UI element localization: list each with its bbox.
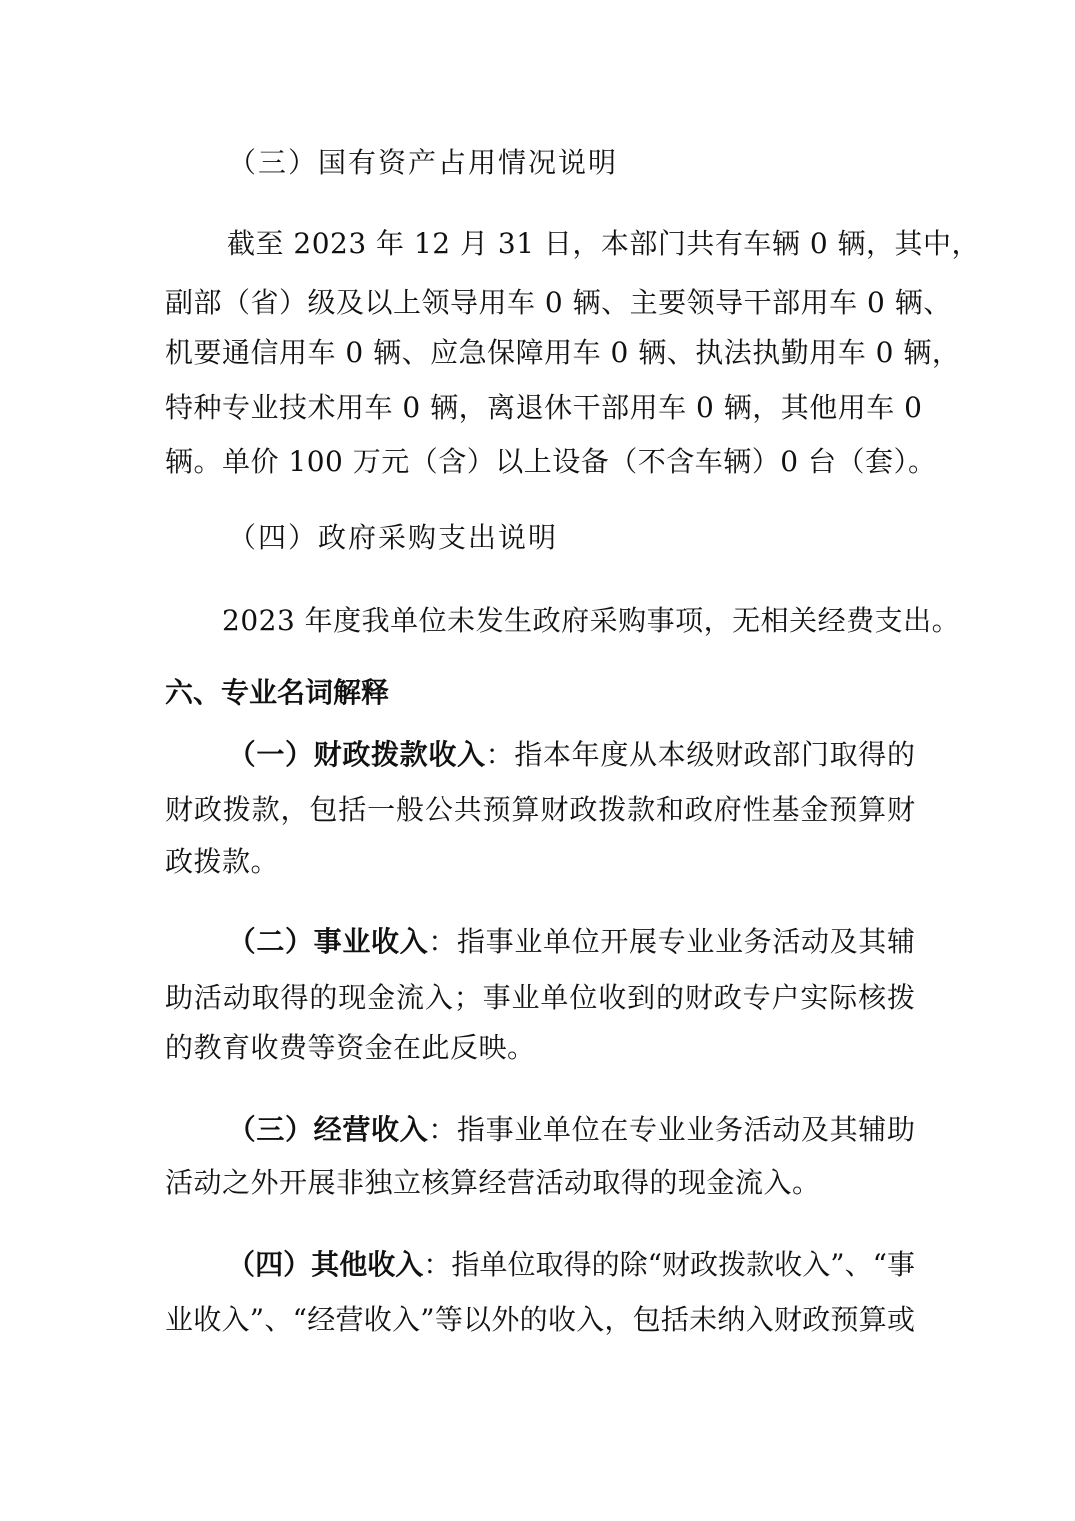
assets-paragraph-line: 副部（省）级及以上领导用车 0 辆、主要领导干部用车 0 辆、: [165, 286, 952, 319]
glossary-term-line: 政拨款。: [165, 845, 280, 878]
glossary-term-line: 财政拨款，包括一般公共预算财政拨款和政府性基金预算财: [165, 793, 915, 826]
term-label: （四）其他收入: [227, 1248, 424, 1281]
glossary-term-first-line: （三）经营收入：指事业单位在专业业务活动及其辅助: [227, 1113, 915, 1146]
procurement-heading: （四）政府采购支出说明: [228, 521, 559, 554]
glossary-term-line: 业收入”、“经营收入”等以外的收入，包括未纳入财政预算或: [165, 1303, 915, 1336]
term-label: （三）经营收入: [227, 1113, 429, 1146]
glossary-heading: 六、专业名词解释: [165, 676, 390, 709]
procurement-paragraph: 2023 年度我单位未发生政府采购事项，无相关经费支出。: [222, 604, 961, 637]
assets-paragraph-line: 机要通信用车 0 辆、应急保障用车 0 辆、执法执勤用车 0 辆，: [165, 336, 961, 369]
assets-heading: （三）国有资产占用情况说明: [228, 146, 619, 179]
glossary-term-line: 活动之外开展非独立核算经营活动取得的现金流入。: [165, 1166, 821, 1199]
term-label: （一）财政拨款收入: [227, 738, 486, 771]
assets-paragraph-line: 截至 2023 年 12 月 31 日，本部门共有车辆 0 辆，其中，: [227, 227, 981, 260]
assets-paragraph-line: 辆。单价 100 万元（含）以上设备（不含车辆）0 台（套）。: [165, 445, 937, 478]
glossary-term-first-line: （二）事业收入：指事业单位开展专业业务活动及其辅: [227, 925, 915, 958]
assets-paragraph-line: 特种专业技术用车 0 辆，离退休干部用车 0 辆，其他用车 0: [165, 391, 923, 424]
glossary-term-line: 的教育收费等资金在此反映。: [165, 1031, 536, 1064]
glossary-term-line: 助活动取得的现金流入；事业单位收到的财政专户实际核拨: [165, 981, 915, 1014]
term-label: （二）事业收入: [227, 925, 429, 958]
glossary-term-first-line: （一）财政拨款收入：指本年度从本级财政部门取得的: [227, 738, 915, 771]
glossary-term-first-line: （四）其他收入：指单位取得的除“财政拨款收入”、“事: [227, 1248, 915, 1281]
